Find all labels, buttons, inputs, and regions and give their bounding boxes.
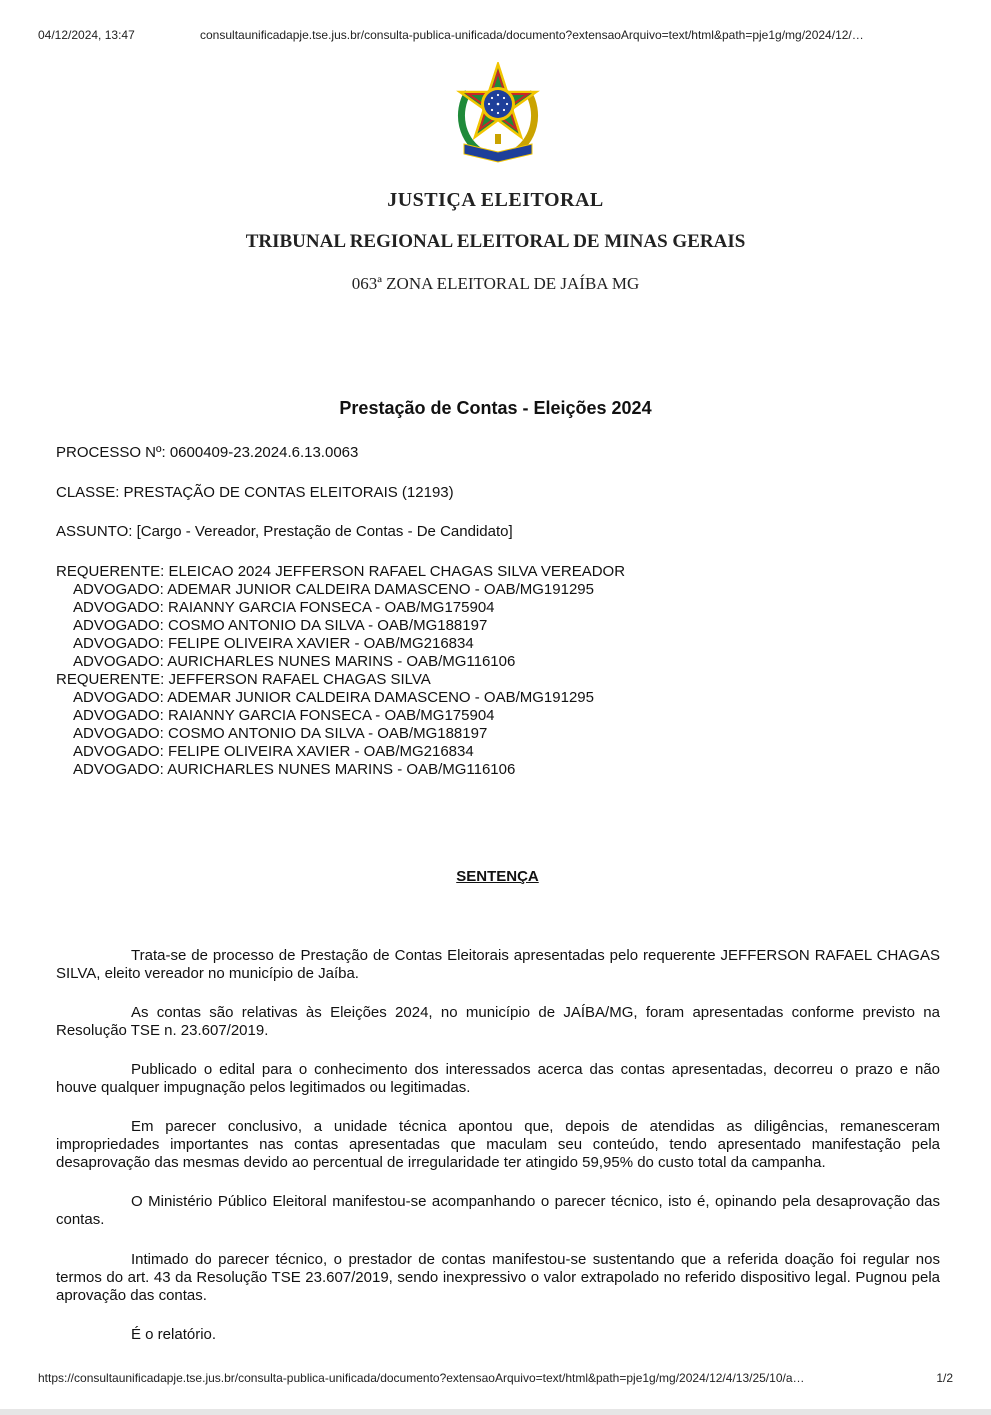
requerente-2: REQUERENTE: JEFFERSON RAFAEL CHAGAS SILVA — [56, 671, 431, 688]
page-bottom-edge — [0, 1409, 991, 1415]
advogado-line: ADVOGADO: COSMO ANTONIO DA SILVA - OAB/MG188197 — [73, 725, 488, 742]
sentenca-paragraph-3 — [56, 1061, 940, 1097]
sentenca-paragraph-6 — [56, 1251, 940, 1305]
processo-number: PROCESSO Nº: 0600409-23.2024.6.13.0063 — [56, 444, 359, 461]
paragraph-text: É o relatório. — [131, 1326, 217, 1343]
sentenca-paragraph-7 — [56, 1326, 940, 1344]
court-name-line1: JUSTIÇA ELEITORAL — [387, 189, 604, 211]
paragraph-text: O Ministério Público Eleitoral manifestou-se acompanhando o parecer técnico, isto é, opinando pela desaprovação das contas. — [56, 1193, 940, 1228]
paragraph-text: Publicado o edital para o conhecimento dos interessados acerca das contas apresentadas, decorreu o prazo e não houve qualquer impugnação pelos legitimados ou legitimadas. — [56, 1061, 940, 1096]
electoral-zone: 063ª ZONA ELEITORAL DE JAÍBA MG — [351, 274, 640, 293]
parties-list — [56, 563, 625, 779]
advogado-line: ADVOGADO: ADEMAR JUNIOR CALDEIRA DAMASCENO - OAB/MG191295 — [73, 689, 594, 706]
sentenca-paragraph-4 — [56, 1118, 940, 1172]
sentenca-paragraph-2 — [56, 1004, 940, 1040]
paragraph-text: Trata-se de processo de Prestação de Contas Eleitorais apresentadas pelo requerente JEFFERSON RAFAEL CHAGAS SILVA, eleito vereador no município de Jaíba. — [56, 947, 940, 982]
requerente-1: REQUERENTE: ELEICAO 2024 JEFFERSON RAFAEL CHAGAS SILVA VEREADOR — [56, 563, 626, 580]
paragraph-text: As contas são relativas às Eleições 2024, no município de JAÍBA/MG, foram apresentadas conforme previsto na Resolução TSE n. 23.607/2019. — [56, 1004, 940, 1039]
advogado-line: ADVOGADO: RAIANNY GARCIA FONSECA - OAB/MG175904 — [73, 707, 495, 724]
assunto: ASSUNTO: [Cargo - Vereador, Prestação de Contas - De Candidato] — [56, 523, 513, 540]
print-url: consultaunificadapje.tse.jus.br/consulta-publica-unificada/documento?extensaoArquivo=text/html&path=pje1g/mg/2024/12/… — [200, 28, 864, 42]
print-date-time: 04/12/2024, 13:47 — [38, 28, 135, 42]
advogado-line: ADVOGADO: COSMO ANTONIO DA SILVA - OAB/MG188197 — [73, 617, 488, 634]
sentenca-paragraph-5 — [56, 1193, 940, 1229]
advogado-line: ADVOGADO: RAIANNY GARCIA FONSECA - OAB/MG175904 — [73, 599, 495, 616]
paragraph-text: Intimado do parecer técnico, o prestador de contas manifestou-se sustentando que a referida doação foi regular nos termos do art. 43 da Resolução TSE 23.607/2019, sendo inexpressivo o valor extrapolado no referido dispositivo legal. Pugnou pela aprovação das contas. — [56, 1251, 940, 1304]
footer-url: https://consultaunificadapje.tse.jus.br/consulta-publica-unificada/documento?extensaoArquivo=text/html&path=pje1g/mg/2024/12/4/13/25/10/a… — [38, 1371, 805, 1385]
advogado-line: ADVOGADO: AURICHARLES NUNES MARINS - OAB/MG116106 — [73, 653, 516, 670]
court-name-line2: TRIBUNAL REGIONAL ELEITORAL DE MINAS GERAIS — [245, 231, 746, 252]
advogado-line: ADVOGADO: FELIPE OLIVEIRA XAVIER - OAB/MG216834 — [73, 743, 474, 760]
advogado-line: ADVOGADO: FELIPE OLIVEIRA XAVIER - OAB/MG216834 — [73, 635, 474, 652]
classe: CLASSE: PRESTAÇÃO DE CONTAS ELEITORAIS (12193) — [56, 484, 454, 501]
coat-of-arms-icon — [454, 62, 542, 164]
document-title: Prestação de Contas - Eleições 2024 — [339, 398, 652, 418]
page-number: 1/2 — [936, 1371, 953, 1385]
advogado-line: ADVOGADO: AURICHARLES NUNES MARINS - OAB/MG116106 — [73, 761, 516, 778]
sentenca-heading: SENTENÇA — [456, 868, 539, 885]
advogado-line: ADVOGADO: ADEMAR JUNIOR CALDEIRA DAMASCENO - OAB/MG191295 — [73, 581, 594, 598]
sentenca-paragraph-1 — [56, 947, 940, 983]
paragraph-text: Em parecer conclusivo, a unidade técnica apontou que, depois de atendidas as diligências, remanesceram impropriedades importantes nas contas apresentadas que maculam seu conteúdo, tendo apresentado manifestação pela desaprovação das mesmas devido ao percentual de irregularidade ter atingido 59,95% do custo total da campanha. — [56, 1118, 940, 1171]
